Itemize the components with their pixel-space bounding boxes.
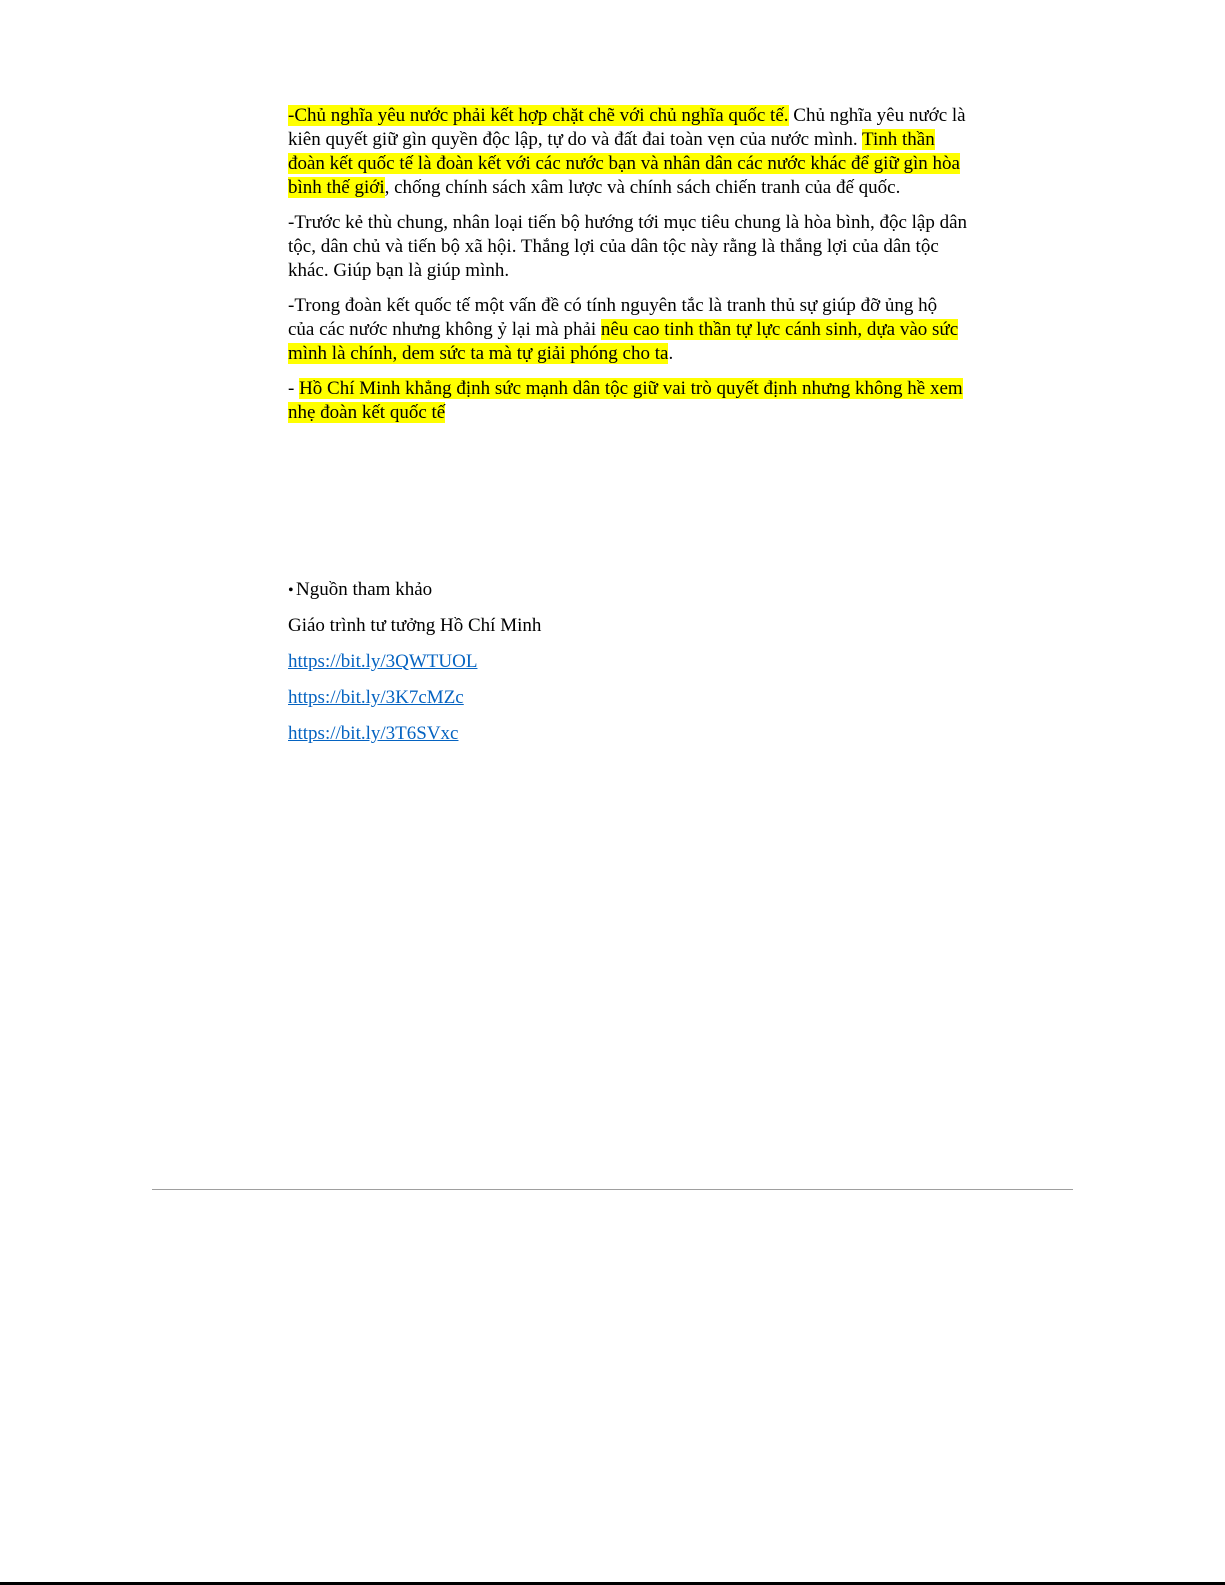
references-heading xyxy=(288,578,968,602)
reference-book: Giáo trình tư tưởng Hồ Chí Minh xyxy=(288,615,542,636)
page-divider xyxy=(152,1189,1073,1190)
paragraph-text: Chủ nghĩa yêu nước là kiên quyết giữ gìn quyền độc lập, tự do và đất đai toàn vẹn của nước mình. xyxy=(288,105,966,150)
paragraph-text: , chống chính sách xâm lược và chính sách chiến tranh của đế quốc. xyxy=(384,177,901,198)
bullet-icon: • xyxy=(288,582,294,599)
reference-link-row xyxy=(288,650,968,674)
paragraph-common-enemy xyxy=(288,211,968,283)
highlighted-text: -Chủ nghĩa yêu nước phải kết hợp chặt chẽ với chủ nghĩa quốc tế. xyxy=(288,105,789,126)
highlighted-text: nêu cao tinh thần tự lực cánh sinh, dựa vào sức mình là chính, dem sức ta mà tự giải phóng cho ta xyxy=(288,319,959,364)
paragraph-text: -Trong đoàn kết quốc tế một vấn đề có tính nguyên tắc là tranh thủ sự giúp đỡ ủng hộ của các nước nhưng không ỷ lại mà phải xyxy=(288,295,938,340)
reference-link[interactable]: https://bit.ly/3QWTUOL xyxy=(288,651,478,672)
highlighted-text: Tinh thần đoàn kết quốc tế là đoàn kết với các nước bạn và nhân dân các nước khác để giữ gìn hòa bình thế giới xyxy=(288,129,960,198)
highlighted-text: Hồ Chí Minh khẳng định sức mạnh dân tộc giữ vai trò quyết định nhưng không hề xem nhẹ đoàn kết quốc tế xyxy=(288,378,963,423)
paragraph-patriotism-internationalism xyxy=(288,104,968,200)
paragraph-text: -Trước kẻ thù chung, nhân loại tiến bộ hướng tới mục tiêu chung là hòa bình, độc lập dân tộc, dân chủ và tiến bộ xã hội. Thắng lợi của dân tộc này rằng là thắng lợi của dân tộc khác. Giúp bạn là giúp mình. xyxy=(288,212,968,281)
document-body xyxy=(288,104,968,436)
paragraph-national-strength xyxy=(288,377,968,425)
paragraph-text: - xyxy=(288,378,300,399)
reference-link[interactable]: https://bit.ly/3T6SVxc xyxy=(288,723,459,744)
reference-link[interactable]: https://bit.ly/3K7cMZc xyxy=(288,687,464,708)
paragraph-self-reliance xyxy=(288,294,968,366)
reference-link-row xyxy=(288,722,968,746)
reference-link-row xyxy=(288,686,968,710)
paragraph-text: . xyxy=(668,343,674,364)
references-heading-text: Nguồn tham khảo xyxy=(296,579,433,600)
references-section xyxy=(288,578,968,758)
